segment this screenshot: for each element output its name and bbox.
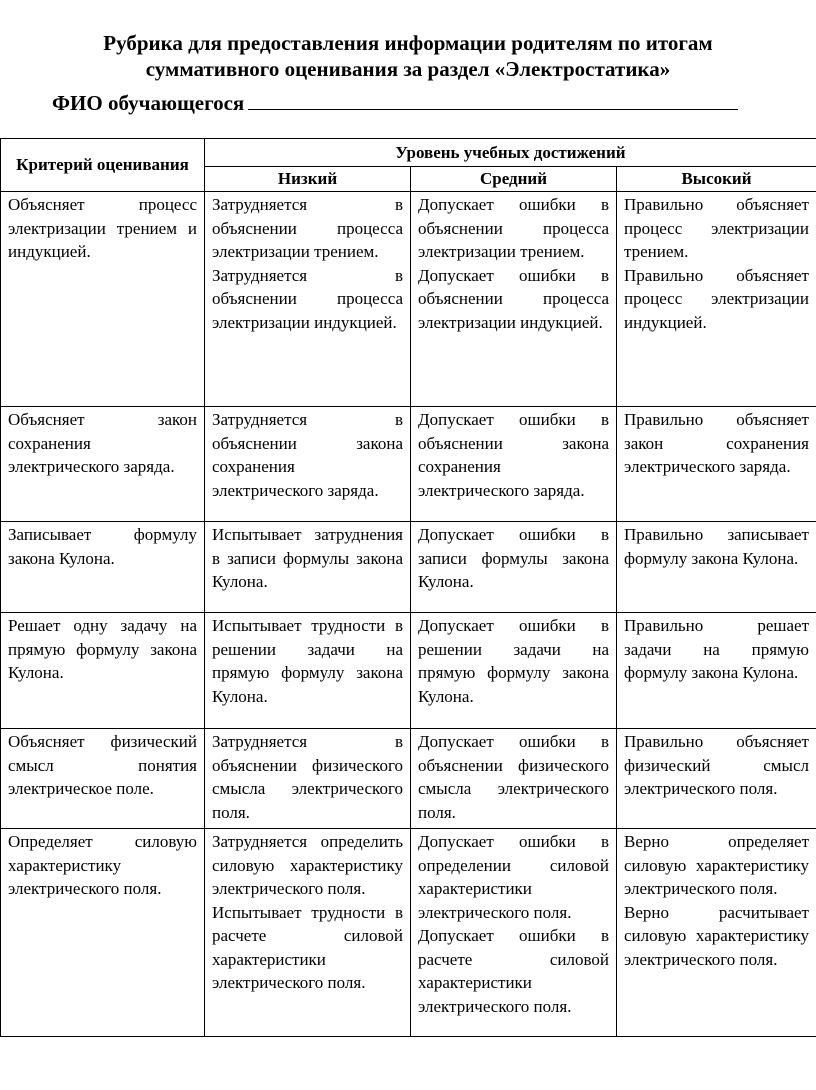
fio-label: ФИО обучающегося — [52, 91, 245, 115]
cell-text: Правильно объясняет физический смысл электрического поля. — [624, 732, 809, 798]
cell-text: Верно расчитывает силовую характеристику электрического поля. — [624, 902, 809, 969]
cell-criterion — [1, 829, 205, 1037]
cell-text: Определяет силовую характеристику электрического поля. — [8, 832, 197, 898]
cell-low — [205, 729, 411, 829]
header-row-1 — [1, 139, 816, 167]
table-row — [1, 729, 816, 829]
cell-high — [617, 407, 816, 522]
header-level-group: Уровень учебных достижений — [205, 139, 816, 167]
cell-criterion — [1, 192, 205, 407]
cell-medium — [411, 613, 617, 729]
cell-text: Допускает ошибки в расчете силовой характеристики электрического поля. — [418, 926, 609, 1016]
cell-medium — [411, 192, 617, 407]
rubric-table — [0, 138, 816, 1037]
cell-text: Затрудняется в объяснении физического смысла электрического поля. — [212, 732, 403, 822]
cell-low — [205, 407, 411, 522]
cell-text: Затрудняется в объяснении процесса электризации трением. — [212, 195, 403, 261]
cell-medium — [411, 829, 617, 1037]
cell-low — [205, 522, 411, 613]
table-row — [1, 829, 816, 1037]
table-row — [1, 522, 816, 613]
cell-high — [617, 729, 816, 829]
cell-text: Затрудняется определить силовую характеристику электрического поля. — [212, 832, 403, 898]
table-row — [1, 613, 816, 729]
cell-medium — [411, 729, 617, 829]
cell-text: Правильно записывает формулу закона Кулона. — [624, 525, 809, 568]
student-name-field — [52, 89, 738, 116]
cell-medium — [411, 522, 617, 613]
cell-text: Объясняет физический смысл понятия электрическое поле. — [8, 732, 197, 798]
cell-text: Допускает ошибки в решении задачи на прямую формулу закона Кулона. — [418, 616, 609, 706]
header-medium: Средний — [411, 167, 617, 192]
cell-text: Допускает ошибки в объяснении закона сохранения электрического заряда. — [418, 410, 609, 500]
title-line-2: суммативного оценивания за раздел «Электростатика» — [145, 57, 671, 81]
cell-criterion — [1, 613, 205, 729]
cell-text: Допускает ошибки в объяснении физического смысла электрического поля. — [418, 732, 609, 822]
header-criterion: Критерий оценивания — [1, 139, 205, 192]
cell-low — [205, 192, 411, 407]
cell-text: Объясняет процесс электризации трением и индукцией. — [8, 195, 197, 261]
table-row — [1, 407, 816, 522]
cell-low — [205, 829, 411, 1037]
rubric-body — [1, 192, 816, 1037]
cell-text: Верно определяет силовую характеристику электрического поля. — [624, 832, 809, 898]
cell-text: Затрудняется в объяснении процесса электризации индукцией. — [212, 265, 403, 332]
cell-criterion — [1, 729, 205, 829]
cell-high — [617, 613, 816, 729]
table-row — [1, 192, 816, 407]
cell-text: Решает одну задачу на прямую формулу закона Кулона. — [8, 616, 197, 682]
document-header — [0, 30, 816, 82]
cell-text: Затрудняется в объяснении закона сохранения электрического заряда. — [212, 410, 403, 500]
cell-text: Допускает ошибки в записи формулы закона Кулона. — [418, 525, 609, 591]
cell-text: Испытывает трудности в расчете силовой характеристики электрического поля. — [212, 902, 403, 992]
header-low: Низкий — [205, 167, 411, 192]
cell-criterion — [1, 407, 205, 522]
cell-low — [205, 613, 411, 729]
cell-high — [617, 522, 816, 613]
cell-text: Объясняет закон сохранения электрического заряда. — [8, 410, 197, 476]
cell-text: Допускает ошибки в объяснении процесса электризации трением. — [418, 195, 609, 261]
cell-criterion — [1, 522, 205, 613]
cell-text: Записывает формулу закона Кулона. — [8, 525, 197, 568]
cell-high — [617, 829, 816, 1037]
cell-text: Правильно объясняет закон сохранения электрического заряда. — [624, 410, 809, 476]
cell-text: Правильно решает задачи на прямую формулу закона Кулона. — [624, 616, 809, 682]
cell-text: Испытывает трудности в решении задачи на прямую формулу закона Кулона. — [212, 616, 403, 706]
fio-blank-line — [248, 89, 738, 110]
title-line-1: Рубрика для предоставления информации родителям по итогам — [103, 31, 713, 55]
cell-text: Допускает ошибки в определении силовой характеристики электрического поля. — [418, 832, 609, 922]
cell-text: Правильно объясняет процесс электризации индукцией. — [624, 265, 809, 332]
cell-high — [617, 192, 816, 407]
header-high: Высокий — [617, 167, 816, 192]
cell-medium — [411, 407, 617, 522]
cell-text: Испытывает затруднения в записи формулы закона Кулона. — [212, 525, 403, 591]
cell-text: Допускает ошибки в объяснении процесса электризации индукцией. — [418, 265, 609, 332]
cell-text: Правильно объясняет процесс электризации трением. — [624, 195, 809, 261]
